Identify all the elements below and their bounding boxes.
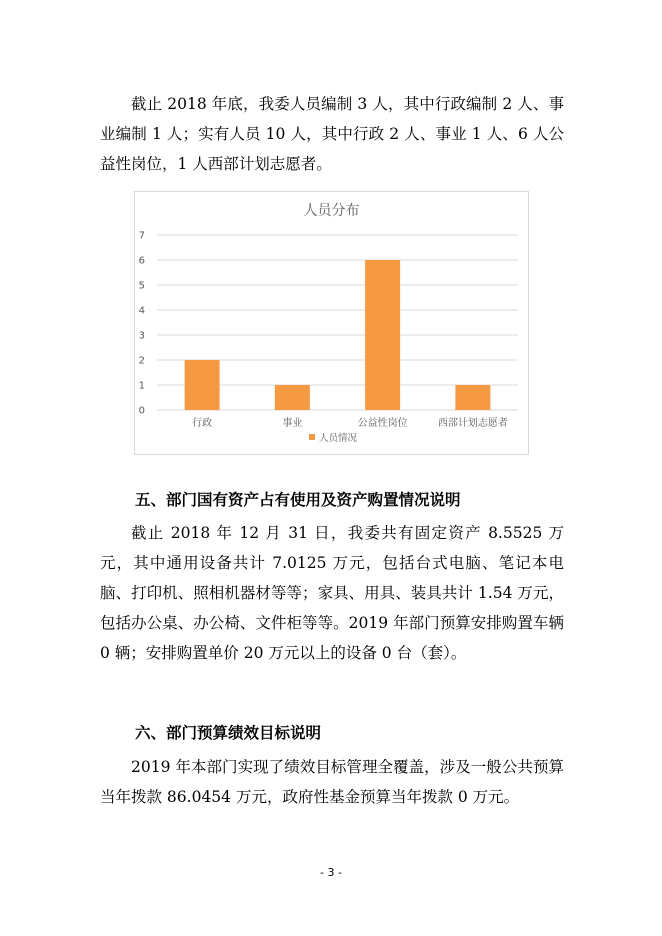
- legend-swatch: [309, 434, 315, 440]
- performance-paragraph: 2019 年本部门实现了绩效目标管理全覆盖，涉及一般公共预算当年拨款 86.0454 万元，政府性基金预算当年拨款 0 万元。: [100, 758, 564, 806]
- bar-1: [275, 385, 310, 410]
- y-tick-label: 0: [138, 405, 145, 417]
- bar-0: [185, 360, 220, 410]
- y-tick-label: 3: [138, 330, 145, 342]
- y-tick-label: 7: [138, 230, 145, 242]
- y-tick-label: 5: [138, 280, 145, 292]
- bar-2: [365, 260, 400, 410]
- chart-title: 人员分布: [303, 203, 360, 219]
- x-tick-label: 西部计划志愿者: [437, 418, 508, 429]
- y-tick-label: 6: [138, 255, 145, 267]
- chart-plot: [135, 192, 528, 454]
- bar-3: [455, 385, 490, 410]
- y-tick-label: 2: [138, 355, 145, 367]
- y-tick-label: 1: [138, 380, 145, 392]
- y-tick-label: 4: [138, 305, 145, 317]
- legend-label: 人员情况: [319, 433, 358, 444]
- assets-paragraph: 截止 2018 年 12 月 31 日，我委共有固定资产 8.5525 万元，其中通用设备共计 7.0125 万元，包括台式电脑、笔记本电脑、打印机、照相机器材等等；家具、用具、装具共计 1.54 万元，包括办公桌、办公椅、文件柜等等。2019 年部门预算安排购置车辆 0 辆；安排购置单价 20 万元以上的设备 0 台（套）。: [100, 524, 564, 662]
- staff-distribution-chart: [134, 191, 529, 455]
- page-number: - 3 -: [320, 866, 342, 879]
- x-tick-label: 行政: [192, 418, 213, 429]
- section5-heading: 五、部门国有资产占有使用及资产购置情况说明: [135, 491, 461, 509]
- x-tick-label: 公益性岗位: [357, 418, 408, 429]
- x-tick-label: 事业: [282, 418, 303, 429]
- section6-heading: 六、部门预算绩效目标说明: [135, 724, 322, 742]
- staffing-paragraph: 截止 2018 年底，我委人员编制 3 人，其中行政编制 2 人、事业编制 1 人；实有人员 10 人，其中行政 2 人、事业 1 人、6 人公益性岗位，1 人西部计划志愿者。: [100, 95, 564, 173]
